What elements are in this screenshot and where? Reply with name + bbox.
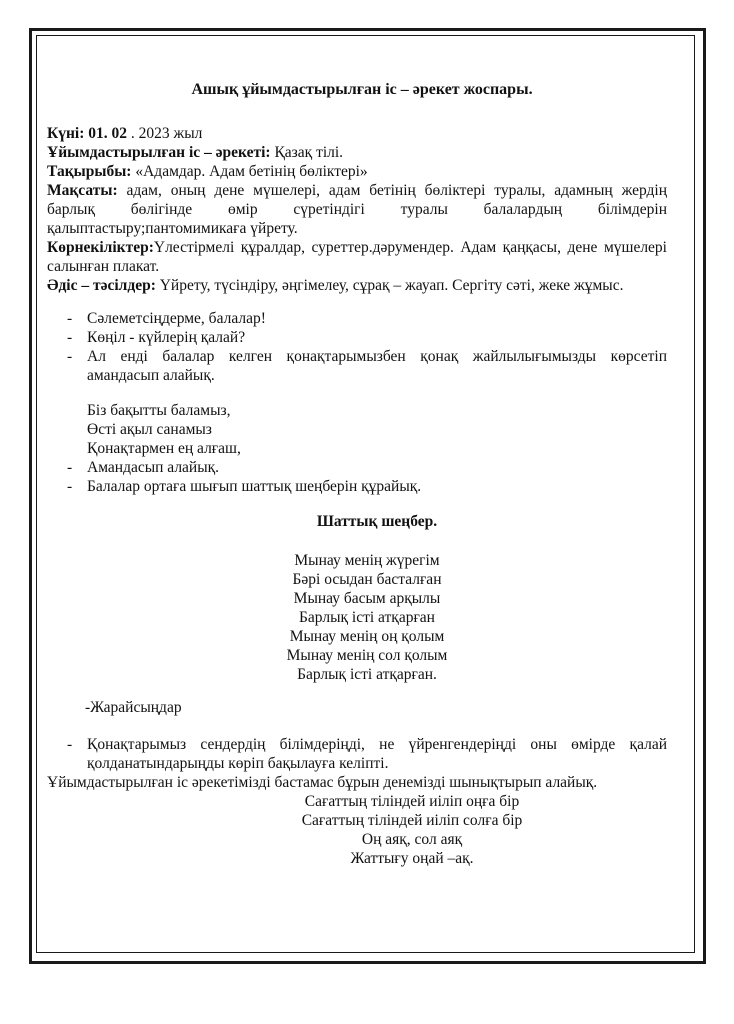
- visual-aids-label: Көрнекіліктер:: [47, 239, 154, 256]
- verse-line: Мынау басым арқылы: [293, 590, 441, 607]
- poem-line: Біз бақытты баламыз,: [87, 402, 231, 419]
- list-item: - Сәлеметсіңдерме, балалар!: [47, 309, 667, 328]
- date-value: . 2023 жыл: [127, 125, 203, 142]
- greeting-list-continued: [47, 458, 667, 496]
- activity-value: Қазақ тілі.: [270, 144, 344, 161]
- praise-remark: -Жарайсыңдар: [85, 699, 182, 716]
- circle-section-title: Шаттық шеңбер.: [316, 513, 438, 530]
- date-field: [47, 124, 667, 143]
- warmup-verse: [47, 792, 667, 868]
- poem-line: Өсті ақыл санамыз: [87, 421, 212, 438]
- document-title: Ашық ұйымдастырылған іс – әрекет жоспары.: [191, 81, 533, 98]
- list-item: - Көңіл - күйлерің қалай?: [47, 328, 667, 347]
- list-item: - Ал енді балалар келген қонақтарымызбен қонақ жайлылығымызды көрсетіп амандасып алайық.: [47, 347, 667, 385]
- greeting-list: [47, 309, 667, 385]
- list-item: - Қонақтарымыз сендердің білімдеріңді, не үйренгендеріңді оны өмірде қалай қолданатындарыңды көріп бақылауға келіпті.: [47, 735, 667, 773]
- verse-line: Жаттығу оңай –ақ.: [350, 850, 474, 867]
- list-item: - Балалар ортаға шығып шаттық шеңберін құрайық.: [47, 477, 667, 496]
- topic-label: Тақырыбы:: [47, 163, 132, 180]
- goal-value: адам, оның дене мүшелері, адам бетінің бөліктері туралы, адамның жердің барлық бөлігінде өмір сүретіндігі туралы балалардың білімдерін қалыптастыру;пантомимикаға үйрету.: [47, 182, 667, 237]
- activity-field: [47, 143, 667, 162]
- verse-line: Мынау менің сол қолым: [286, 647, 448, 664]
- goal-label: Мақсаты:: [47, 182, 118, 199]
- document-body: [47, 80, 667, 868]
- activity-label: Ұйымдастырылған іс – әрекеті:: [47, 144, 271, 161]
- guests-list: [47, 735, 667, 773]
- list-item: - Амандасып алайық.: [47, 458, 667, 477]
- poem-line: Қонақтармен ең алғаш,: [87, 440, 241, 457]
- visual-aids-field: [47, 238, 667, 276]
- topic-value: «Адамдар. Адам бетінің бөліктері»: [131, 163, 368, 180]
- verse-line: Мынау менің оң қолым: [289, 628, 445, 645]
- visual-aids-value: Үлестірмелі құралдар, суреттер.дәрумендер. Адам қаңқасы, дене мүшелері салынған плакат.: [47, 239, 667, 275]
- verse-line: Оң аяқ, сол аяқ: [361, 831, 463, 848]
- methods-value: Үйрету, түсіндіру, әңгімелеу, сұрақ – жауап. Сергіту сәті, жеке жұмыс.: [155, 277, 624, 294]
- methods-label: Әдіс – тәсілдер:: [47, 277, 156, 294]
- goal-field: [47, 181, 667, 238]
- topic-field: [47, 162, 667, 181]
- verse-line: Барлық істі атқарған.: [297, 666, 437, 683]
- verse-line: Сағаттың тіліндей иіліп солға бір: [301, 812, 523, 829]
- circle-verse: [47, 551, 667, 684]
- verse-line: Бәрі осыдан басталған: [292, 571, 442, 588]
- verse-line: Мынау менің жүрегім: [294, 552, 440, 569]
- verse-line: Сағаттың тіліндей иіліп оңға бір: [304, 793, 520, 810]
- warmup-intro: Ұйымдастырылған іс әрекетімізді бастамас бұрын денемізді шынықтырып алайық.: [47, 774, 598, 791]
- methods-field: [47, 276, 667, 295]
- verse-line: Барлық істі атқарған: [299, 609, 435, 626]
- greeting-poem: [87, 401, 667, 458]
- date-label: Күні: 01. 02: [47, 125, 128, 142]
